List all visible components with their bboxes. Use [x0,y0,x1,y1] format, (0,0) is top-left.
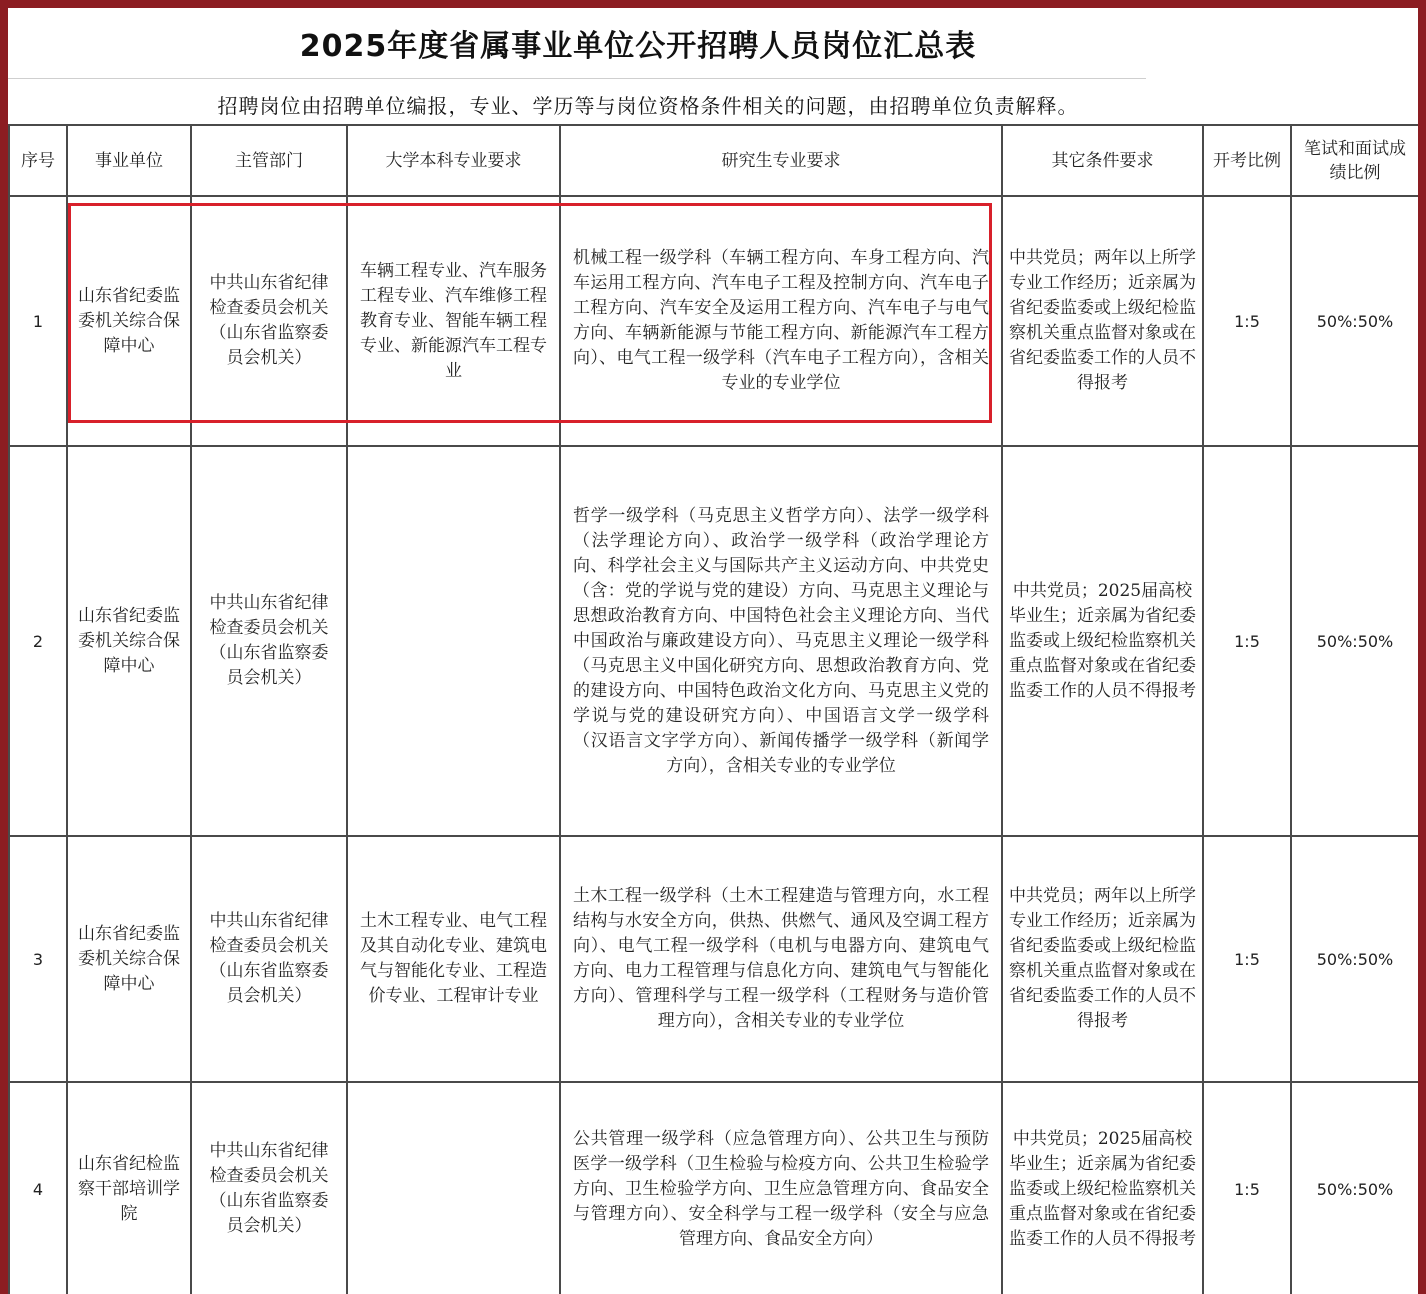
header-ratio: 开考比例 [1203,125,1291,196]
header-grad: 研究生专业要求 [560,125,1002,196]
cell-seq: 3 [9,836,67,1082]
cell-dept: 中共山东省纪律检查委员会机关（山东省监察委员会机关） [191,196,347,446]
header-unit: 事业单位 [67,125,191,196]
cell-ratio: 1:5 [1203,446,1291,836]
cell-undergrad: 土木工程专业、电气工程及其自动化专业、建筑电气与智能化专业、工程造价专业、工程审计专业 [347,836,560,1082]
table-header-row [9,125,1418,196]
cell-other: 中共党员；两年以上所学专业工作经历；近亲属为省纪委监委或上级纪检监察机关重点监督对象或在省纪委监委工作的人员不得报考 [1002,836,1203,1082]
title-divider [8,78,1146,79]
table-row [9,446,1418,836]
note-text: 招聘岗位由招聘单位编报，专业、学历等与岗位资格条件相关的问题，由招聘单位负责解释。 [217,93,1079,118]
cell-unit: 山东省纪委监委机关综合保障中心 [67,446,191,836]
cell-unit: 山东省纪委监委机关综合保障中心 [67,836,191,1082]
document-title [8,8,1418,78]
cell-ratio: 1:5 [1203,1082,1291,1294]
cell-seq: 2 [9,446,67,836]
cell-seq: 1 [9,196,67,446]
cell-dept: 中共山东省纪律检查委员会机关（山东省监察委员会机关） [191,1082,347,1294]
cell-grad: 机械工程一级学科（车辆工程方向、车身工程方向、汽车运用工程方向、汽车电子工程及控制方向、汽车电子工程方向、汽车安全及运用工程方向、汽车电子与电气方向、车辆新能源与节能工程方向、新能源汽车工程方向）、电气工程一级学科（汽车电子工程方向），含相关专业的专业学位 [560,196,1002,446]
cell-weight: 50%:50% [1291,1082,1418,1294]
header-seq: 序号 [9,125,67,196]
header-undergrad: 大学本科专业要求 [347,125,560,196]
header-other: 其它条件要求 [1002,125,1203,196]
header-weight: 笔试和面试成绩比例 [1291,125,1418,196]
table-row [9,836,1418,1082]
cell-grad: 土木工程一级学科（土木工程建造与管理方向，水工程结构与水安全方向，供热、供燃气、通风及空调工程方向）、电气工程一级学科（电机与电器方向、建筑电气方向、电力工程管理与信息化方向、建筑电气与智能化方向）、管理科学与工程一级学科（工程财务与造价管理方向），含相关专业的专业学位 [560,836,1002,1082]
table-row [9,1082,1418,1294]
cell-other: 中共党员；2025届高校毕业生；近亲属为省纪委监委或上级纪检监察机关重点监督对象或在省纪委监委工作的人员不得报考 [1002,1082,1203,1294]
cell-ratio: 1:5 [1203,196,1291,446]
cell-undergrad: 车辆工程专业、汽车服务工程专业、汽车维修工程教育专业、智能车辆工程专业、新能源汽车工程专业 [347,196,560,446]
document-sheet [8,8,1418,1294]
cell-weight: 50%:50% [1291,196,1418,446]
header-dept: 主管部门 [191,125,347,196]
cell-other: 中共党员；两年以上所学专业工作经历；近亲属为省纪委监委或上级纪检监察机关重点监督对象或在省纪委监委工作的人员不得报考 [1002,196,1203,446]
cell-grad: 哲学一级学科（马克思主义哲学方向）、法学一级学科（法学理论方向）、政治学一级学科（政治学理论方向、科学社会主义与国际共产主义运动方向、中共党史（含：党的学说与党的建设）方向、马克思主义理论与思想政治教育方向、中国特色社会主义理论方向、当代中国政治与廉政建设方向）、马克思主义理论一级学科（马克思主义中国化研究方向、思想政治教育方向、党的建设方向、中国特色政治文化方向、马克思主义党的学说与党的建设研究方向）、中国语言文学一级学科（汉语言文字学方向）、新闻传播学一级学科（新闻学方向），含相关专业的专业学位 [560,446,1002,836]
title-text: 2025年度省属事业单位公开招聘人员岗位汇总表 [299,29,977,64]
cell-undergrad [347,446,560,836]
cell-undergrad [347,1082,560,1294]
cell-dept: 中共山东省纪律检查委员会机关（山东省监察委员会机关） [191,446,347,836]
cell-weight: 50%:50% [1291,836,1418,1082]
cell-grad: 公共管理一级学科（应急管理方向）、公共卫生与预防医学一级学科（卫生检验与检疫方向、公共卫生检验学方向、卫生检验学方向、卫生应急管理方向、食品安全与管理方向）、安全科学与工程一级学科（安全与应急管理方向、食品安全方向） [560,1082,1002,1294]
cell-seq: 4 [9,1082,67,1294]
cell-dept: 中共山东省纪律检查委员会机关（山东省监察委员会机关） [191,836,347,1082]
table-row [9,196,1418,446]
positions-table [8,124,1418,1294]
cell-ratio: 1:5 [1203,836,1291,1082]
cell-other: 中共党员；2025届高校毕业生；近亲属为省纪委监委或上级纪检监察机关重点监督对象或在省纪委监委工作的人员不得报考 [1002,446,1203,836]
cell-weight: 50%:50% [1291,446,1418,836]
cell-unit: 山东省纪检监察干部培训学院 [67,1082,191,1294]
cell-unit: 山东省纪委监委机关综合保障中心 [67,196,191,446]
document-note [8,86,1418,122]
